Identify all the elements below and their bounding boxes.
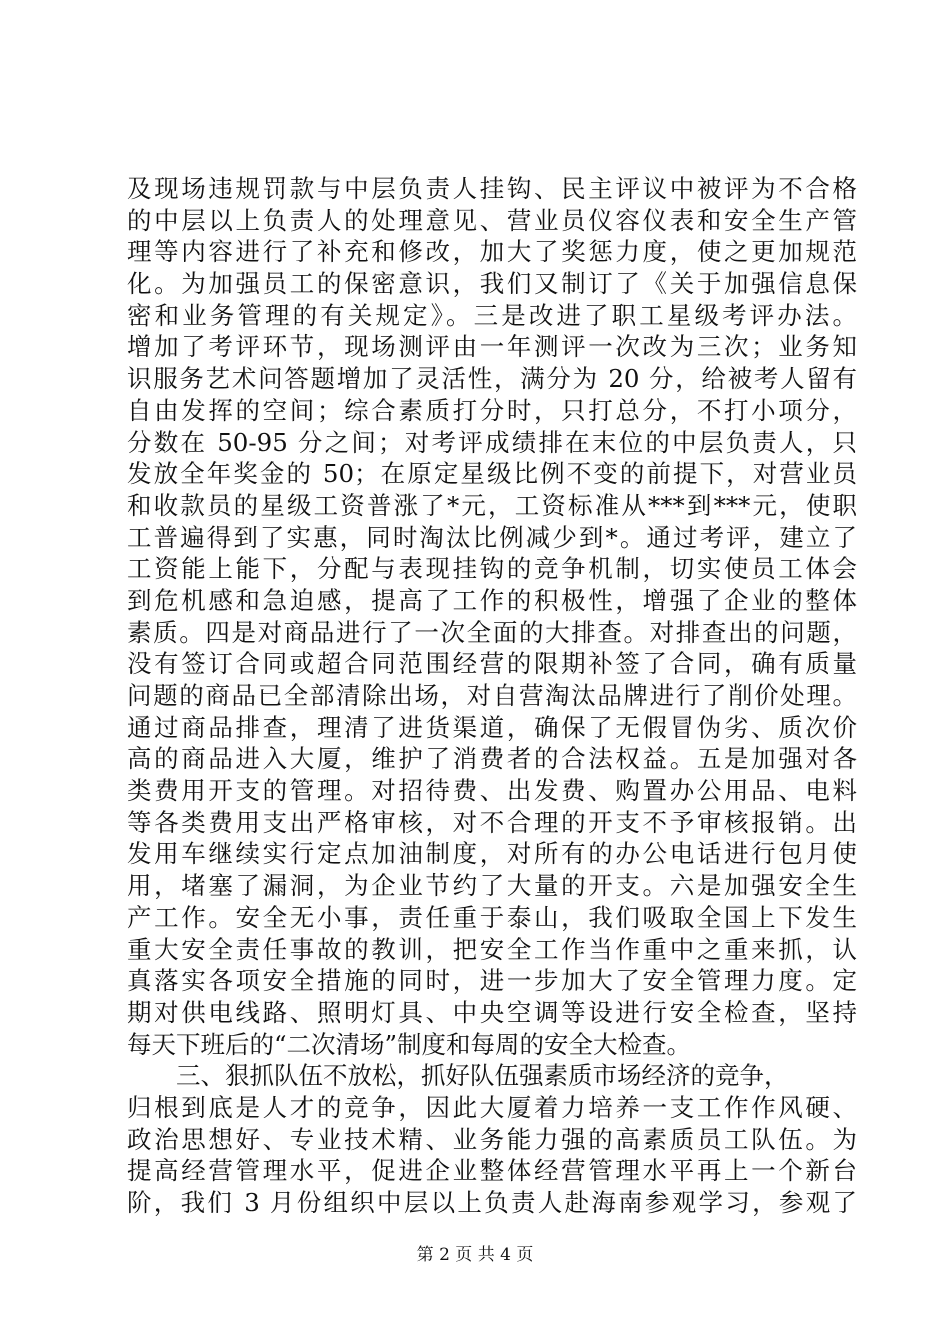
text-line: 工普遍得到了实惠，同时淘汰比例减少到*。通过考评，建立了 [127, 522, 857, 552]
text-line: 归根到底是人才的竞争，因此大厦着力培养一支工作作风硬、 [127, 1092, 857, 1122]
text-line: 和收款员的星级工资普涨了*元，工资标准从***到***元，使职 [127, 490, 857, 520]
text-line: 理等内容进行了补充和修改，加大了奖惩力度，使之更加规范 [127, 237, 857, 267]
text-line: 增加了考评环节，现场测评由一年测评一次改为三次；业务知 [127, 332, 857, 362]
text-line: 等各类费用支出严格审核，对不合理的开支不予审核报销。出 [127, 807, 857, 837]
text-line: 工资能上能下，分配与表现挂钩的竞争机制，切实使员工体会 [127, 554, 857, 584]
body-text [127, 173, 857, 1219]
text-line: 发放全年奖金的 50；在原定星级比例不变的前提下，对营业员 [127, 459, 857, 489]
page-number-footer: 第 2 页 共 4 页 [416, 1245, 534, 1265]
text-line: 素质。四是对商品进行了一次全面的大排查。对排查出的问题， [127, 617, 857, 647]
text-line: 自由发挥的空间；综合素质打分时，只打总分，不打小项分， [127, 395, 857, 425]
text-line: 化。为加强员工的保密意识，我们又制订了《关于加强信息保 [127, 269, 857, 299]
text-line: 政治思想好、专业技术精、业务能力强的高素质员工队伍。为 [127, 1124, 857, 1154]
text-line: 阶，我们 3 月份组织中层以上负责人赴海南参观学习，参观了 [127, 1188, 857, 1217]
text-line: 没有签订合同或超合同范围经营的限期补签了合同，确有质量 [127, 649, 857, 679]
text-line-paragraph-start: 三、狠抓队伍不放松，抓好队伍强素质市场经济的竞争， [176, 1061, 789, 1091]
text-line: 重大安全责任事故的教训，把安全工作当作重中之重来抓，认 [127, 934, 857, 964]
text-line: 真落实各项安全措施的同时，进一步加大了安全管理力度。定 [127, 966, 857, 996]
text-line: 及现场违规罚款与中层负责人挂钩、民主评议中被评为不合格 [127, 174, 857, 203]
text-line: 识服务艺术问答题增加了灵活性，满分为 20 分，给被考人留有 [127, 364, 857, 394]
text-line: 提高经营管理水平，促进企业整体经营管理水平再上一个新台 [127, 1156, 857, 1186]
text-line: 问题的商品已全部清除出场，对自营淘汰品牌进行了削价处理。 [127, 681, 857, 710]
text-line: 用，堵塞了漏洞，为企业节约了大量的开支。六是加强安全生 [127, 871, 857, 901]
text-line: 类费用开支的管理。对招待费、出发费、购置办公用品、电料 [127, 776, 857, 806]
text-line-paragraph-end: 每天下班后的“二次清场”制度和每周的安全大检查。 [127, 1029, 692, 1059]
text-line: 的中层以上负责人的处理意见、营业员仪容仪表和安全生产管 [127, 205, 857, 235]
text-line: 期对供电线路、照明灯具、中央空调等设进行安全检查，坚持 [127, 997, 857, 1027]
text-line: 发用车继续实行定点加油制度，对所有的办公电话进行包月使 [127, 839, 857, 869]
text-line: 分数在 50-95 分之间；对考评成绩排在末位的中层负责人，只 [127, 427, 857, 457]
text-line: 到危机感和急迫感，提高了工作的积极性，增强了企业的整体 [127, 585, 857, 615]
text-line: 高的商品进入大厦，维护了消费者的合法权益。五是加强对各 [127, 744, 857, 774]
text-line: 密和业务管理的有关规定》。三是改进了职工星级考评办法。 [127, 300, 857, 330]
text-line: 通过商品排查，理清了进货渠道，确保了无假冒伪劣、质次价 [127, 712, 857, 742]
text-line: 产工作。安全无小事，责任重于泰山，我们吸取全国上下发生 [127, 902, 857, 932]
